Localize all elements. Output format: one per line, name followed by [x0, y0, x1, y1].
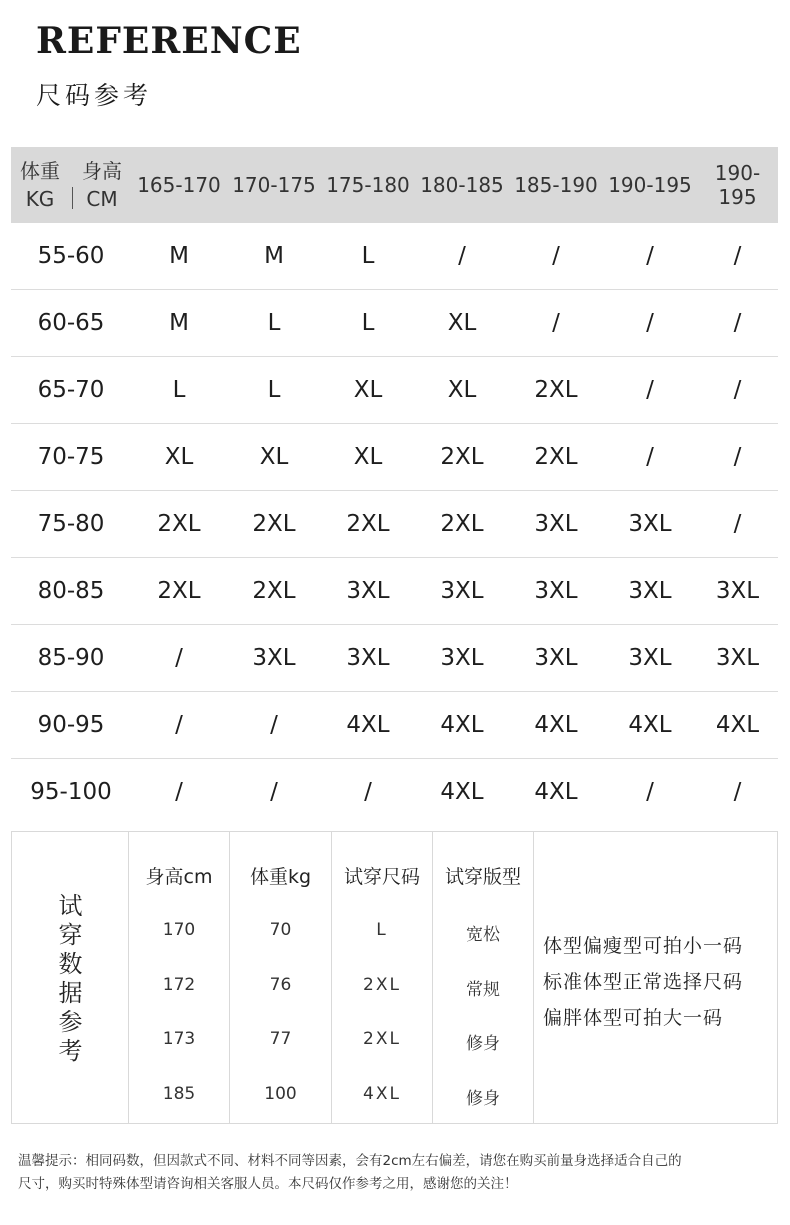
weight-range-cell: 95-100	[30, 779, 112, 805]
size-cell: 3XL	[697, 625, 778, 692]
size-cell: 3XL	[603, 625, 697, 692]
trial-cell: 修身	[466, 1034, 500, 1054]
size-cell: 3XL	[603, 491, 697, 558]
size-cell: /	[509, 290, 603, 357]
size-cell: 4XL	[415, 692, 509, 759]
size-cell: 3XL	[415, 558, 509, 625]
size-cell: M	[131, 223, 227, 290]
size-cell: /	[697, 491, 778, 558]
trial-cell: 宽松	[466, 925, 500, 945]
size-cell: 2XL	[131, 558, 227, 625]
corner-header-cell	[11, 147, 131, 223]
trial-cell: 2XL	[363, 1029, 401, 1049]
weight-range-cell: 75-80	[11, 491, 131, 558]
height-range-header: 190-195	[697, 147, 778, 223]
size-cell: /	[697, 357, 778, 424]
column-divider	[533, 832, 534, 1123]
size-cell: 4XL	[534, 779, 578, 805]
size-cell: /	[697, 290, 778, 357]
page-subtitle: 尺码参考	[36, 81, 153, 110]
trial-cell: 常规	[466, 980, 500, 1000]
weight-range-cell: 90-95	[11, 692, 131, 759]
weight-range-cell: 85-90	[11, 625, 131, 692]
footer-tip	[18, 1150, 788, 1196]
page-title: REFERENCE	[36, 20, 302, 62]
size-table-row	[11, 357, 778, 424]
size-cell: 3XL	[321, 625, 415, 692]
size-cell: 3XL	[603, 558, 697, 625]
weight-unit: KG	[25, 187, 55, 211]
size-table-row	[11, 424, 778, 491]
size-table-row	[11, 223, 778, 290]
size-cell: /	[270, 779, 278, 805]
height-range-header: 165-170	[131, 147, 227, 223]
size-table-header-row	[11, 147, 778, 223]
footer-line: 尺寸，购买时特殊体型请咨询相关客服人员。本尺码仅作参考之用，感谢您的关注！	[18, 1176, 518, 1192]
size-cell: 3XL	[509, 558, 603, 625]
size-cell: 3XL	[227, 625, 321, 692]
height-range-header: 190-195	[603, 147, 697, 223]
trial-cell: 77	[269, 1029, 292, 1049]
size-table-row	[11, 692, 778, 759]
height-range-header: 170-175	[227, 147, 321, 223]
height-range-header: 185-190	[509, 147, 603, 223]
height-label: 身高	[82, 159, 122, 183]
size-cell: 3XL	[509, 491, 603, 558]
size-cell: 3XL	[697, 558, 778, 625]
trial-side-label: 试 穿 数 据 参 考	[58, 892, 83, 1065]
weight-label: 体重	[20, 159, 60, 183]
trial-cell: 100	[264, 1084, 297, 1104]
size-chart-table	[11, 147, 778, 825]
trial-cell: 2XL	[363, 975, 401, 995]
size-cell: L	[131, 357, 227, 424]
trial-cell: 修身	[466, 1089, 500, 1109]
footer-line: 温馨提示：相同码数，但因款式不同、材料不同等因素，会有2cm左右偏差，请您在购买前量身选择适合自己的	[18, 1153, 682, 1169]
trial-cell: 76	[269, 975, 292, 995]
size-table-row	[11, 558, 778, 625]
size-cell: /	[646, 779, 654, 805]
weight-range-cell: 70-75	[11, 424, 131, 491]
size-cell: /	[697, 424, 778, 491]
size-cell: /	[509, 223, 603, 290]
trial-header-weight: 体重kg	[249, 866, 312, 888]
size-cell: XL	[415, 290, 509, 357]
size-table-row	[11, 759, 778, 826]
weight-range-cell: 55-60	[11, 223, 131, 290]
trial-cell: 173	[162, 1029, 196, 1049]
trial-cell: 70	[269, 920, 292, 940]
trial-cell: 185	[162, 1084, 196, 1104]
size-cell: 2XL	[509, 357, 603, 424]
size-cell: 2XL	[131, 491, 227, 558]
size-cell: 2XL	[509, 424, 603, 491]
size-cell: /	[227, 692, 321, 759]
size-cell: 3XL	[415, 625, 509, 692]
size-cell: 2XL	[227, 491, 321, 558]
size-cell: L	[227, 357, 321, 424]
size-cell: /	[364, 779, 372, 805]
trial-cell: L	[376, 920, 388, 940]
size-cell: 2XL	[227, 558, 321, 625]
size-cell: 3XL	[509, 625, 603, 692]
size-cell: XL	[321, 424, 415, 491]
weight-range-cell: 80-85	[11, 558, 131, 625]
trial-cell: 172	[162, 975, 196, 995]
size-cell: M	[131, 290, 227, 357]
size-cell: /	[733, 779, 742, 805]
fit-note: 偏胖体型可拍大一码	[543, 1007, 724, 1029]
size-table-row	[11, 625, 778, 692]
trial-header-size: 试穿尺码	[343, 866, 420, 888]
height-unit: CM	[86, 187, 118, 211]
size-cell: XL	[415, 357, 509, 424]
fit-notes	[543, 928, 743, 1036]
height-range-header: 180-185	[415, 147, 509, 223]
size-cell: 4XL	[321, 692, 415, 759]
size-cell: XL	[227, 424, 321, 491]
size-cell: /	[131, 625, 227, 692]
size-table-row	[11, 290, 778, 357]
size-cell: M	[227, 223, 321, 290]
size-cell: 4XL	[603, 692, 697, 759]
size-cell: /	[603, 223, 697, 290]
trial-cell: 170	[162, 920, 196, 940]
size-cell: /	[697, 223, 778, 290]
size-cell: /	[603, 357, 697, 424]
size-cell: 2XL	[321, 491, 415, 558]
size-cell: 2XL	[415, 424, 509, 491]
trial-cell: 4XL	[363, 1084, 401, 1104]
height-range-header: 175-180	[321, 147, 415, 223]
size-cell: /	[603, 424, 697, 491]
trial-header-fit: 试穿版型	[444, 866, 521, 888]
size-cell: 3XL	[321, 558, 415, 625]
size-cell: /	[175, 779, 183, 805]
weight-range-cell: 65-70	[11, 357, 131, 424]
size-cell: L	[321, 223, 415, 290]
size-cell: /	[603, 290, 697, 357]
fit-note: 体型偏瘦型可拍小一码	[543, 935, 744, 957]
size-cell: 4XL	[697, 692, 778, 759]
size-table-row	[11, 491, 778, 558]
size-cell: XL	[131, 424, 227, 491]
weight-range-cell: 60-65	[11, 290, 131, 357]
size-cell: XL	[321, 357, 415, 424]
size-cell: 4XL	[509, 692, 603, 759]
size-cell: 2XL	[415, 491, 509, 558]
size-cell: 4XL	[440, 779, 484, 805]
trial-data-panel	[11, 831, 778, 1124]
corner-divider	[72, 187, 73, 209]
trial-header-height: 身高cm	[145, 866, 213, 888]
size-cell: L	[321, 290, 415, 357]
size-cell: /	[131, 692, 227, 759]
size-cell: /	[415, 223, 509, 290]
size-cell: L	[227, 290, 321, 357]
fit-note: 标准体型正常选择尺码	[543, 971, 744, 993]
